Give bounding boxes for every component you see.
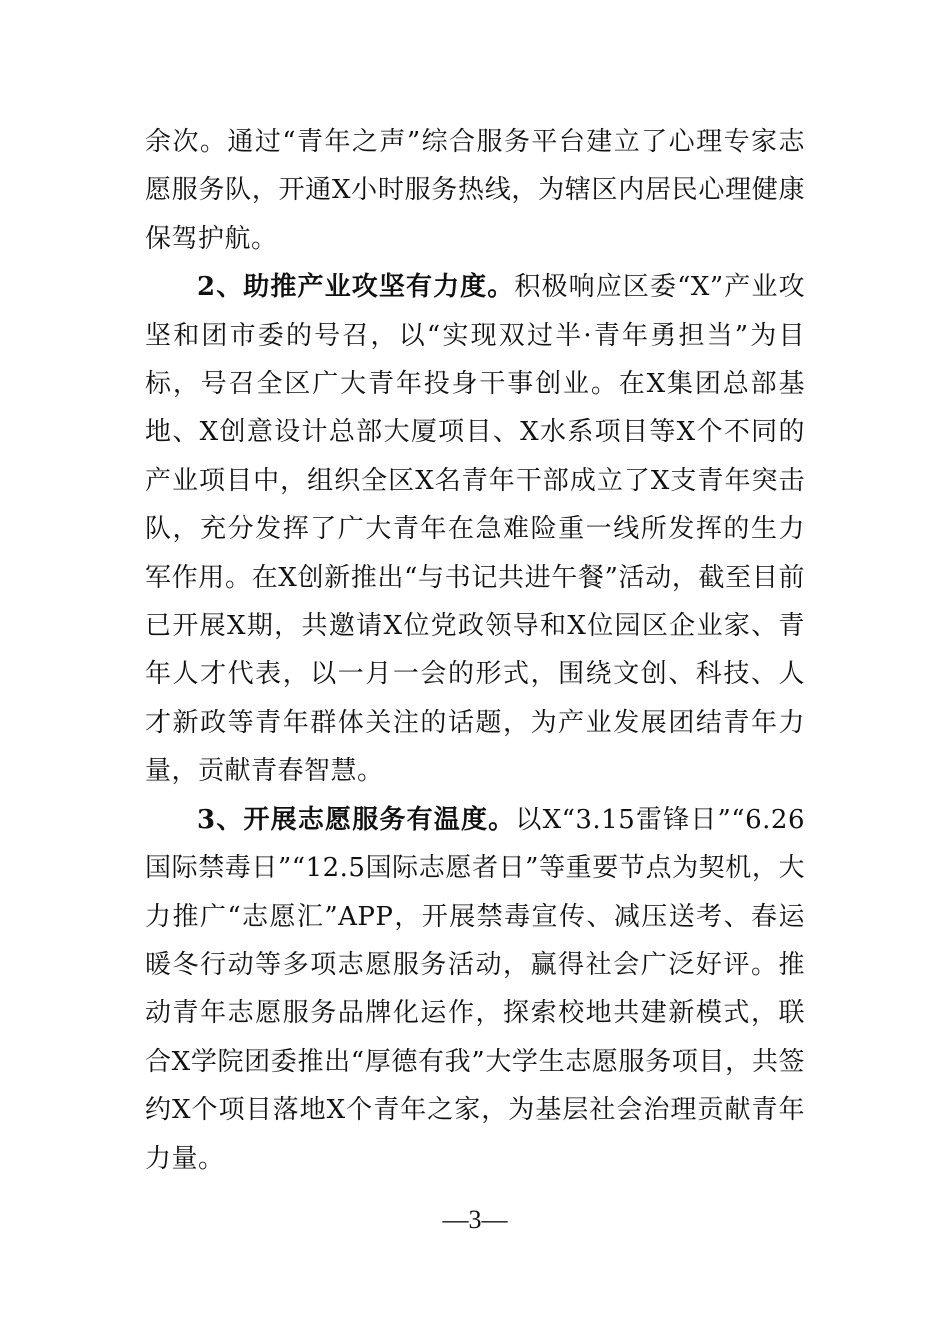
paragraph-2-heading: 2、助推产业攻坚有力度。: [197, 272, 515, 303]
paragraph-1: [145, 118, 805, 263]
page-number: —3—: [442, 1205, 508, 1234]
paragraph-2: [145, 263, 805, 795]
paragraph-3-heading: 3、开展志愿服务有温度。: [197, 804, 516, 835]
document-body: [145, 118, 805, 1183]
paragraph-3-text: 以X“3.15雷锋日”“6.26国际禁毒日”“12.5国际志愿者日”等重要节点为契机，大力推广“志愿汇”APP，开展禁毒宣传、减压送考、春运暖冬行动等多项志愿服务活动，赢得社会广泛好评。推动青年志愿服务品牌化运作，探索校地共建新模式，联合X学院团委推出“厚德有我”大学生志愿服务项目，共签约X个项目落地X个青年之家，为基层社会治理贡献青年力量。: [145, 804, 805, 1174]
paragraph-2-text: 积极响应区委“X”产业攻坚和团市委的号召，以“实现双过半·青年勇担当”为目标，号召全区广大青年投身干事创业。在X集团总部基地、X创意设计总部大厦项目、X水系项目等X个不同的产业项目中，组织全区X名青年干部成立了X支青年突击队，充分发挥了广大青年在急难险重一线所发挥的生力军作用。在X创新推出“与书记共进午餐”活动，截至目前已开展X期，共邀请X位党政领导和X位园区企业家、青年人才代表，以一月一会的形式，围绕文创、科技、人才新政等青年群体关注的话题，为产业发展团结青年力量，贡献青春智慧。: [145, 272, 805, 787]
paragraph-3: [145, 796, 805, 1183]
paragraph-1-text: 余次。通过“青年之声”综合服务平台建立了心理专家志愿服务队，开通X小时服务热线，为辖区内居民心理健康保驾护航。: [145, 127, 805, 254]
